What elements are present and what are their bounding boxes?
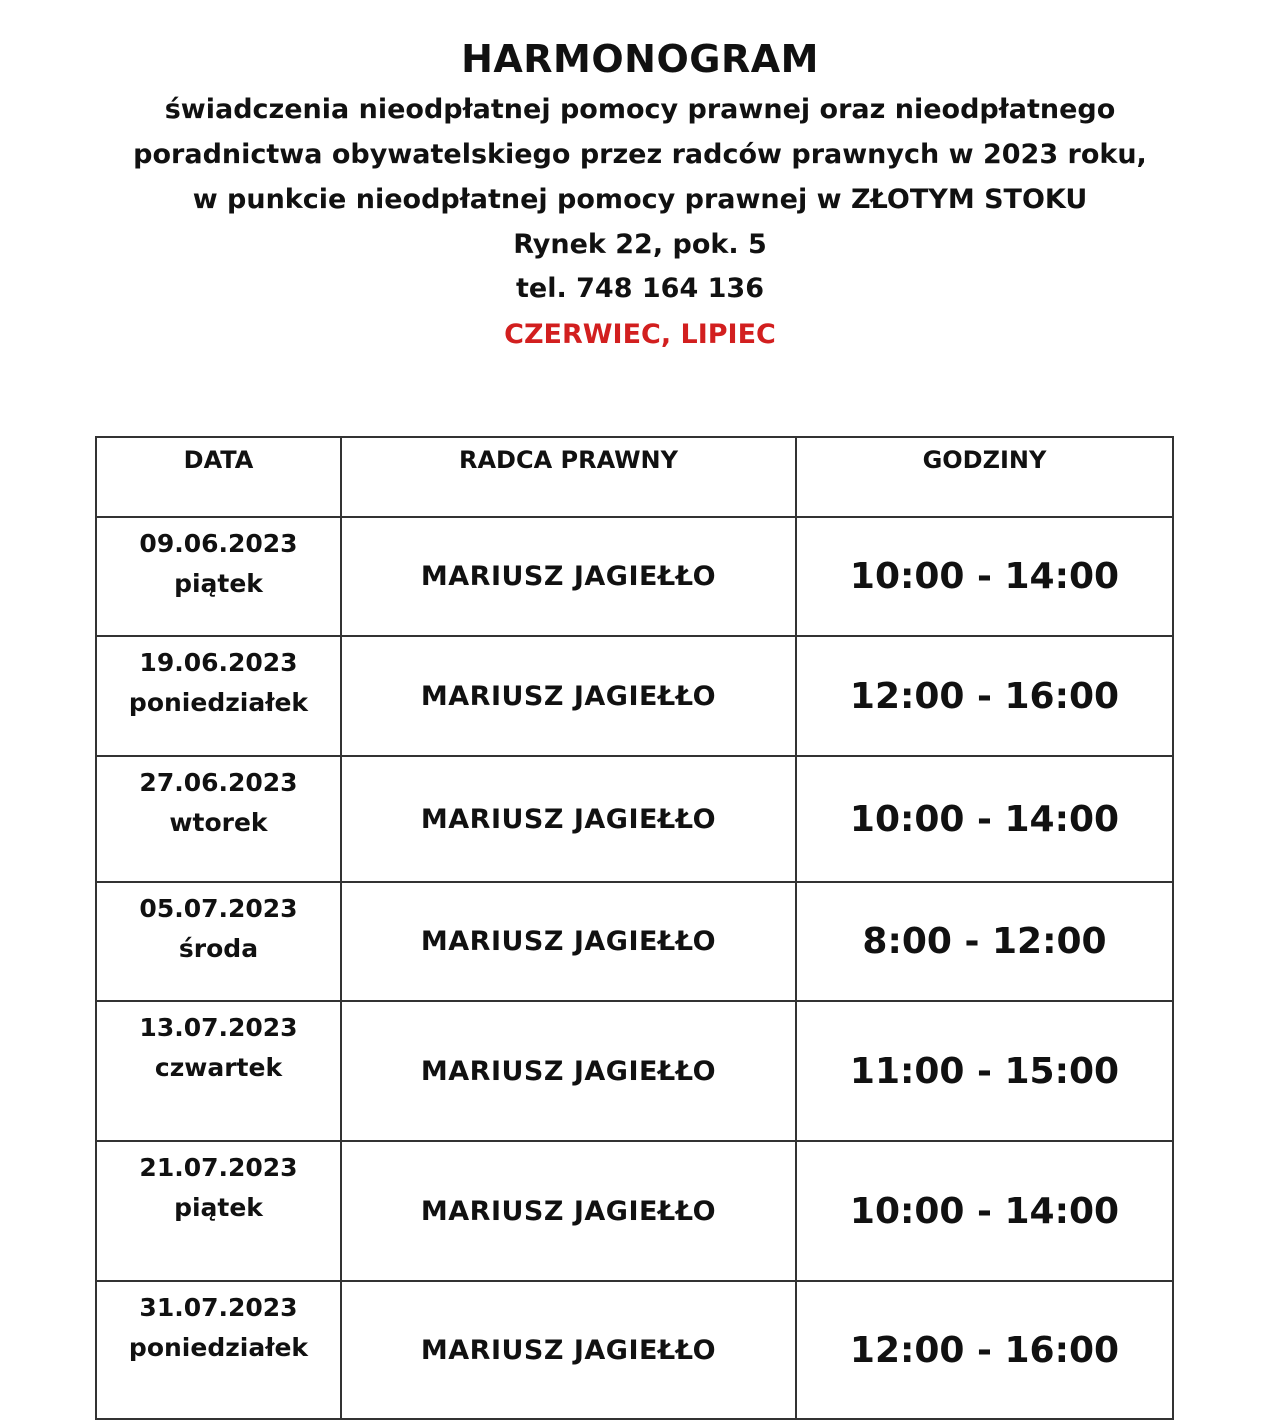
row-weekday: poniedziałek [128, 688, 309, 717]
hours-cell: 12:00 - 16:00 [796, 636, 1173, 756]
row-date: 09.06.2023 [139, 529, 298, 558]
table-row [96, 636, 1173, 756]
column-header-hours: GODZINY [796, 437, 1173, 517]
hours-cell: 10:00 - 14:00 [796, 756, 1173, 882]
date-cell [96, 756, 341, 882]
column-header-date: DATA [96, 437, 341, 517]
phone-line: tel. 748 164 136 [515, 273, 764, 304]
date-cell [96, 1001, 341, 1141]
row-weekday: piątek [174, 569, 263, 598]
address-line: Rynek 22, pok. 5 [513, 229, 767, 260]
row-date: 27.06.2023 [139, 768, 298, 797]
page-title: HARMONOGRAM [461, 37, 819, 81]
hours-cell: 10:00 - 14:00 [796, 1141, 1173, 1281]
column-header-lawyer: RADCA PRAWNY [341, 437, 796, 517]
row-date: 19.06.2023 [139, 648, 298, 677]
lawyer-cell: MARIUSZ JAGIEŁŁO [341, 1141, 796, 1281]
row-date: 21.07.2023 [139, 1153, 298, 1182]
row-weekday: środa [178, 934, 259, 963]
row-weekday: wtorek [169, 808, 268, 837]
row-date: 05.07.2023 [139, 894, 298, 923]
date-cell [96, 1281, 341, 1419]
hours-cell: 8:00 - 12:00 [796, 882, 1173, 1001]
table-row [96, 1001, 1173, 1141]
lawyer-cell: MARIUSZ JAGIEŁŁO [341, 756, 796, 882]
row-weekday: piątek [174, 1193, 263, 1222]
months-line: CZERWIEC, LIPIEC [504, 319, 776, 350]
hours-cell: 11:00 - 15:00 [796, 1001, 1173, 1141]
table-row [96, 1141, 1173, 1281]
schedule-table [95, 436, 1174, 1420]
row-weekday: poniedziałek [128, 1333, 309, 1362]
table-row [96, 756, 1173, 882]
row-date: 13.07.2023 [139, 1013, 298, 1042]
date-cell [96, 517, 341, 636]
row-date: 31.07.2023 [139, 1293, 298, 1322]
table-header-row [96, 437, 1173, 517]
hours-cell: 12:00 - 16:00 [796, 1281, 1173, 1419]
subtitle-line-1: świadczenia nieodpłatnej pomocy prawnej oraz nieodpłatnego [164, 94, 1116, 125]
date-cell [96, 1141, 341, 1281]
table-row [96, 517, 1173, 636]
lawyer-cell: MARIUSZ JAGIEŁŁO [341, 517, 796, 636]
lawyer-cell: MARIUSZ JAGIEŁŁO [341, 636, 796, 756]
row-weekday: czwartek [154, 1053, 283, 1082]
table-row [96, 1281, 1173, 1419]
lawyer-cell: MARIUSZ JAGIEŁŁO [341, 882, 796, 1001]
date-cell [96, 636, 341, 756]
date-cell [96, 882, 341, 1001]
table-row [96, 882, 1173, 1001]
lawyer-cell: MARIUSZ JAGIEŁŁO [341, 1281, 796, 1419]
subtitle-line-2: poradnictwa obywatelskiego przez radców prawnych w 2023 roku, [133, 139, 1147, 170]
hours-cell: 10:00 - 14:00 [796, 517, 1173, 636]
lawyer-cell: MARIUSZ JAGIEŁŁO [341, 1001, 796, 1141]
subtitle-line-3: w punkcie nieodpłatnej pomocy prawnej w ZŁOTYM STOKU [192, 184, 1088, 215]
